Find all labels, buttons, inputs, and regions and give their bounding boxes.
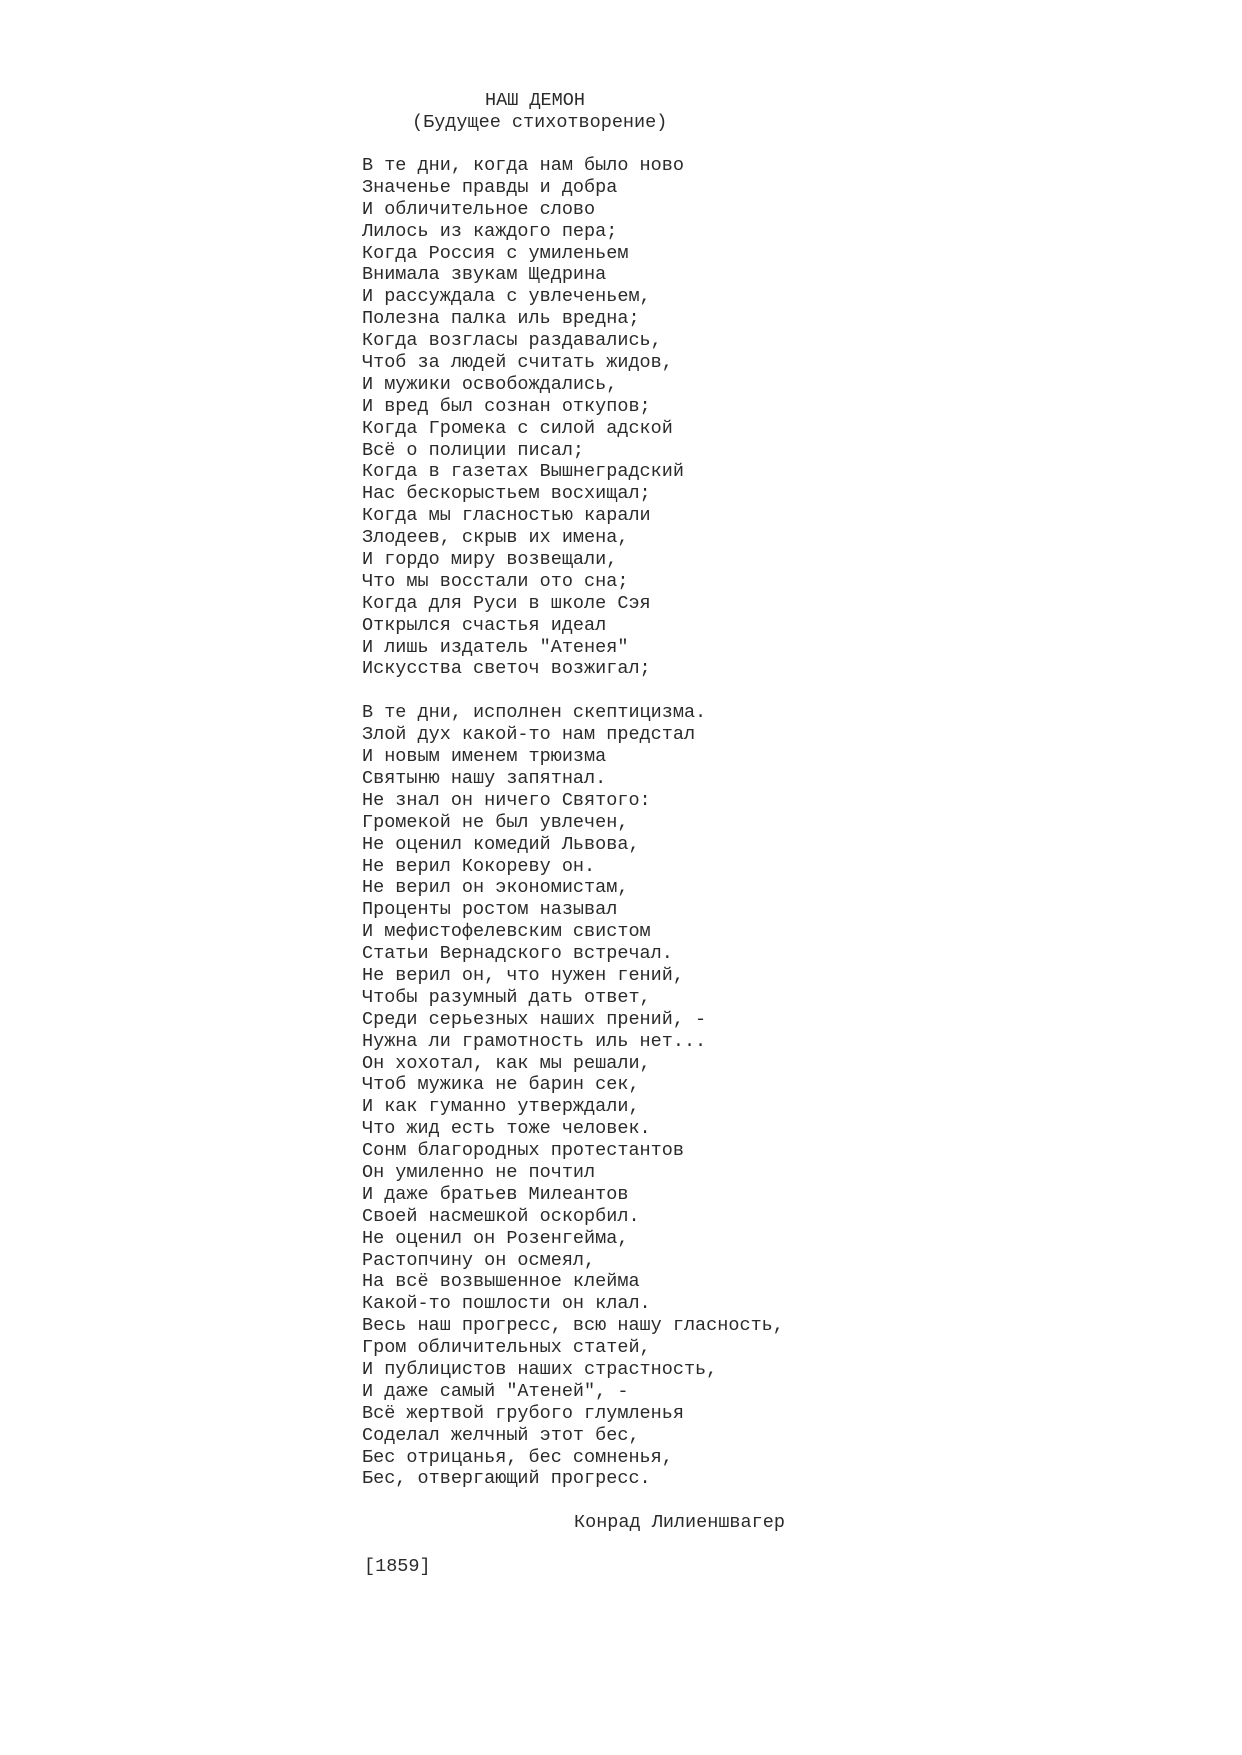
poem-line: Чтобы разумный дать ответ, xyxy=(362,986,651,1008)
poem-line: И как гуманно утверждали, xyxy=(362,1096,640,1118)
poem-line: И публицистов наших страстность, xyxy=(362,1358,718,1380)
poem-line: Что мы восстали ото сна; xyxy=(362,570,629,592)
poem-subtitle: (Будущее стихотворение) xyxy=(412,112,668,133)
poem-line: Значенье правды и добра xyxy=(362,176,618,198)
poem-line: И даже братьев Милеантов xyxy=(362,1183,629,1205)
poem-line: Громекой не был увлечен, xyxy=(362,811,629,833)
poem-line: Когда возгласы раздавались, xyxy=(362,330,662,352)
poem-line: В те дни, исполнен скептицизма. xyxy=(362,702,707,724)
poem-line: Святыню нашу запятнал. xyxy=(362,767,607,789)
poem-line: И мужики освобождались, xyxy=(362,373,618,395)
poem-line: Бес, отвергающий прогресс. xyxy=(362,1468,651,1490)
poem-line: Чтоб мужика не барин сек, xyxy=(362,1074,640,1096)
poem-line: И новым именем трюизма xyxy=(362,746,607,768)
poem-line: Не знал он ничего Святого: xyxy=(362,789,651,811)
poem-line: В те дни, когда нам было ново xyxy=(362,155,684,176)
poem-line: Какой-то пошлости он клал. xyxy=(362,1293,651,1315)
poem-line: На всё возвышенное клейма xyxy=(362,1271,640,1293)
poem-line: Не верил он экономистам, xyxy=(362,877,629,899)
poem-line: Внимала звукам Щедрина xyxy=(362,264,607,286)
poem-line: Проценты ростом называл xyxy=(362,899,618,921)
poem-line: Гром обличительных статей, xyxy=(362,1337,651,1359)
poem-date: [1859] xyxy=(364,1556,431,1577)
poem-line: Когда Громека с силой адской xyxy=(362,417,673,439)
stanza-gap xyxy=(362,680,1082,702)
poem-line: Он хохотал, как мы решали, xyxy=(362,1052,651,1074)
poem-line: Своей насмешкой оскорбил. xyxy=(362,1205,640,1227)
poem-line: Растопчину он осмеял, xyxy=(362,1249,596,1271)
poem-line: Полезна палка иль вредна; xyxy=(362,308,640,330)
poem-line: И даже самый "Атеней", - xyxy=(362,1380,629,1402)
poem-line: И рассуждала с увлеченьем, xyxy=(362,286,651,308)
poem-line: Злой дух какой-то нам предстал xyxy=(362,724,696,746)
poem-line: И вред был сознан откупов; xyxy=(362,395,651,417)
poem-line: Не оценил комедий Львова, xyxy=(362,833,640,855)
poem-body xyxy=(362,155,1082,1490)
poem-line: Чтоб за людей считать жидов, xyxy=(362,352,673,374)
title-block xyxy=(362,90,962,134)
poem-line: И мефистофелевским свистом xyxy=(362,921,651,943)
poem-line: Когда мы гласностью карали xyxy=(362,505,651,527)
poem-line: Соделал желчный этот бес, xyxy=(362,1424,640,1446)
poem-line: Когда в газетах Вышнеградский xyxy=(362,461,684,483)
poem-line: Весь наш прогресс, всю нашу гласность, xyxy=(362,1315,784,1337)
poem-line: Что жид есть тоже человек. xyxy=(362,1118,651,1140)
poem-line: Нас бескорыстьем восхищал; xyxy=(362,483,651,505)
poem-line: Бес отрицанья, бес сомненья, xyxy=(362,1446,673,1468)
poem-line: Злодеев, скрыв их имена, xyxy=(362,527,629,549)
poem-line: Когда Россия с умиленьем xyxy=(362,242,629,264)
poem-line: И лишь издатель "Атенея" xyxy=(362,636,629,658)
poem-line: Всё жертвой грубого глумленья xyxy=(362,1402,684,1424)
poem-line: Нужна ли грамотность иль нет... xyxy=(362,1030,707,1052)
poem-line: Не оценил он Розенгейма, xyxy=(362,1227,629,1249)
poem-line: Не верил Кокореву он. xyxy=(362,855,596,877)
poem-line: И гордо миру возвещали, xyxy=(362,549,618,571)
poem-line: Когда для Руси в школе Сэя xyxy=(362,592,651,614)
poem-line: Сонм благородных протестантов xyxy=(362,1140,684,1162)
author-signature: Конрад Лилиеншвагер xyxy=(574,1512,785,1533)
poem-line: Искусства светоч возжигал; xyxy=(362,658,651,680)
poem-line: Открылся счастья идеал xyxy=(362,614,607,636)
poem-line: И обличительное слово xyxy=(362,198,596,220)
poem-line: Всё о полиции писал; xyxy=(362,439,585,461)
poem-line: Лилось из каждого пера; xyxy=(362,220,618,242)
poem-title: НАШ ДЕМОН xyxy=(485,90,585,111)
poem-line: Среди серьезных наших прений, - xyxy=(362,1008,707,1030)
poem-line: Он умиленно не почтил xyxy=(362,1161,596,1183)
poem-line: Не верил он, что нужен гений, xyxy=(362,964,684,986)
poem-line: Статьи Вернадского встречал. xyxy=(362,943,673,965)
